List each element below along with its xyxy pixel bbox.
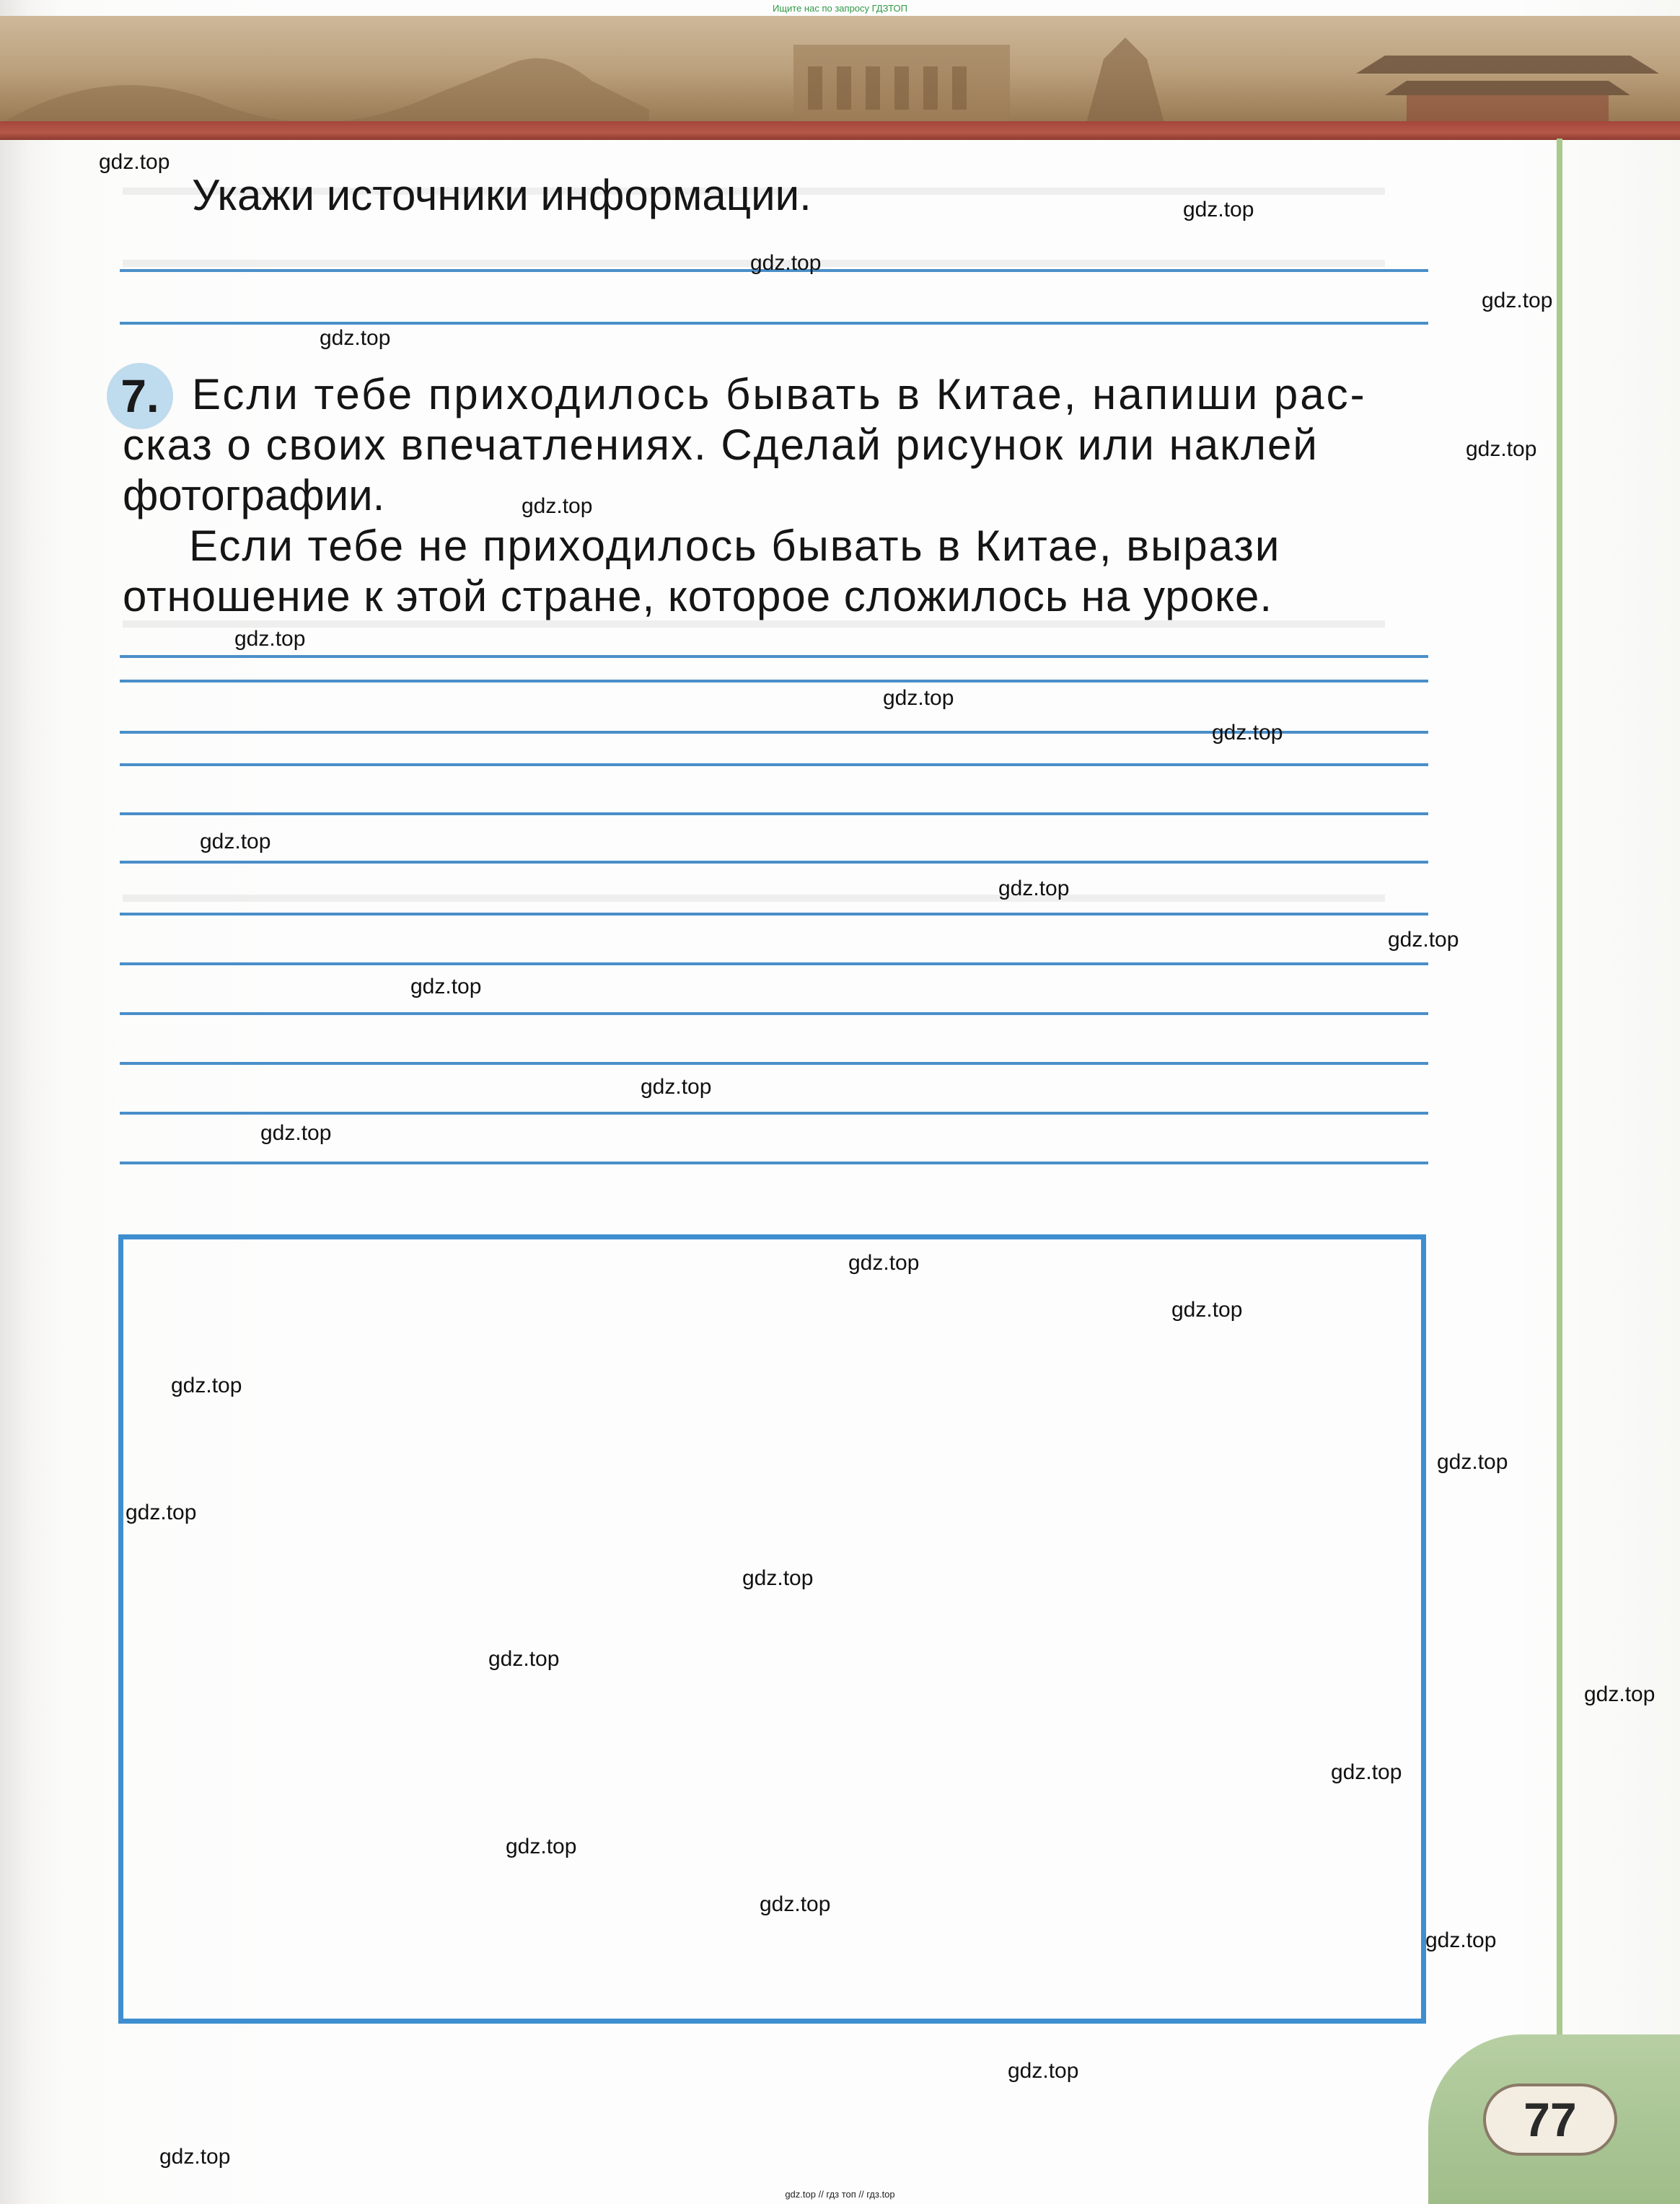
- watermark: gdz.top: [1008, 2059, 1079, 2083]
- task-number-badge: 7.: [107, 363, 173, 429]
- watermark: gdz.top: [1183, 198, 1254, 221]
- watermark: gdz.top: [488, 1647, 560, 1671]
- watermark: gdz.top: [641, 1075, 712, 1099]
- watermark: gdz.top: [1482, 289, 1553, 312]
- banner-landmarks-image: [0, 16, 1680, 139]
- watermark: gdz.top: [1425, 1928, 1497, 1952]
- watermark: gdz.top: [848, 1251, 920, 1275]
- task-text-line-1: Если тебе приходилось бывать в Китае, напиши рас-: [192, 370, 1367, 418]
- page-number: 77: [1483, 2084, 1617, 2156]
- task-text-line-3: фотографии.: [123, 471, 385, 519]
- answer-line[interactable]: [120, 1162, 1428, 1164]
- answer-line[interactable]: [120, 1012, 1428, 1015]
- watermark: gdz.top: [234, 627, 306, 651]
- watermark: gdz.top: [260, 1121, 332, 1145]
- answer-line[interactable]: [120, 812, 1428, 815]
- watermark: gdz.top: [1466, 437, 1537, 461]
- answer-line[interactable]: [120, 962, 1428, 965]
- watermark: gdz.top: [126, 1501, 197, 1524]
- banner-border: [0, 121, 1680, 140]
- watermark: gdz.top: [1171, 1298, 1243, 1322]
- watermark: gdz.top: [883, 686, 954, 710]
- margin-green-line: [1557, 139, 1562, 2043]
- watermark: gdz.top: [171, 1374, 242, 1397]
- answer-line[interactable]: [120, 1112, 1428, 1115]
- watermark: gdz.top: [320, 326, 391, 350]
- top-note: Ищите нас по запросу ГДЗТОП: [772, 3, 907, 14]
- watermark: gdz.top: [410, 975, 482, 998]
- watermark: gdz.top: [760, 1892, 831, 1916]
- intro-instruction: Укажи источники информации.: [192, 171, 812, 219]
- watermark: gdz.top: [159, 2145, 231, 2169]
- watermark: gdz.top: [742, 1566, 814, 1590]
- task-text-line-5: отношение к этой стране, которое сложилось на уроке.: [123, 572, 1273, 620]
- answer-line[interactable]: [120, 861, 1428, 864]
- answer-line[interactable]: [120, 680, 1428, 682]
- answer-line[interactable]: [120, 655, 1428, 658]
- watermark: gdz.top: [1388, 928, 1459, 952]
- watermark: gdz.top: [1584, 1682, 1655, 1706]
- watermark: gdz.top: [1437, 1450, 1508, 1474]
- header-banner-illustration: [0, 16, 1680, 139]
- answer-line[interactable]: [120, 322, 1428, 325]
- watermark: gdz.top: [998, 877, 1070, 900]
- bottom-note: gdz.top // гдз топ // гдз.top: [785, 2189, 895, 2200]
- watermark: gdz.top: [1212, 721, 1283, 745]
- watermark: gdz.top: [522, 494, 593, 518]
- watermark: gdz.top: [200, 830, 271, 853]
- answer-line[interactable]: [120, 763, 1428, 766]
- answer-line[interactable]: [120, 1062, 1428, 1065]
- task-text-line-2: сказ о своих впечатлениях. Сделай рисунок или наклей: [123, 421, 1319, 469]
- watermark: gdz.top: [506, 1835, 577, 1858]
- task-text-line-4: Если тебе не приходилось бывать в Китае, вырази: [189, 522, 1281, 570]
- watermark: gdz.top: [99, 150, 170, 174]
- answer-line[interactable]: [120, 913, 1428, 916]
- watermark: gdz.top: [750, 251, 822, 275]
- watermark: gdz.top: [1331, 1760, 1402, 1784]
